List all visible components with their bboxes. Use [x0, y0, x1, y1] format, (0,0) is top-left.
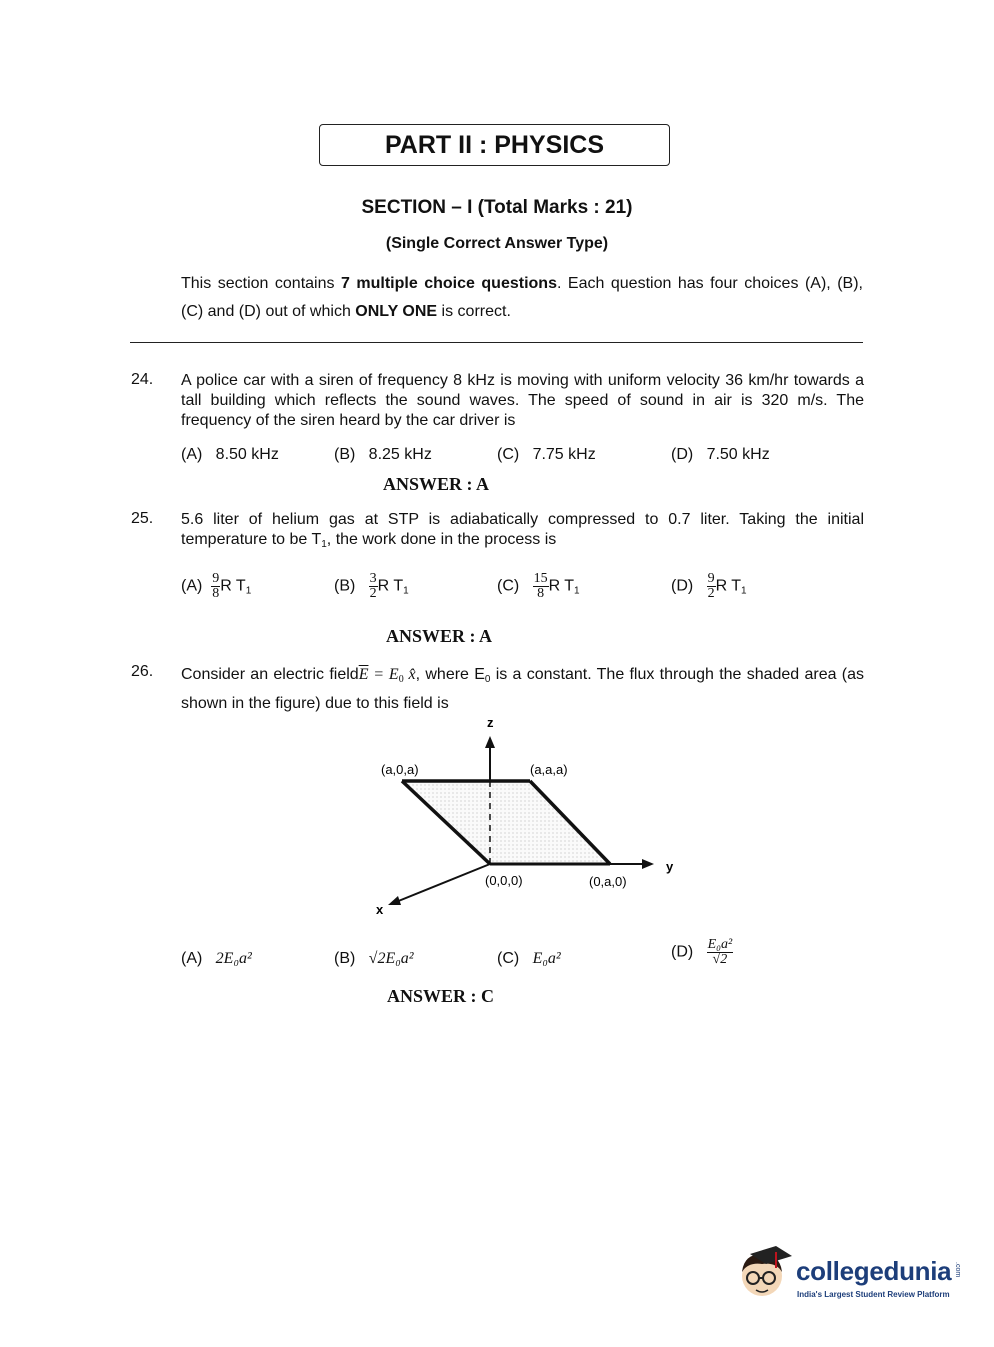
question-text-part: is a constant. The flux through the shaded area (as shown in the figure) due to this field is [181, 666, 864, 712]
option-d [671, 938, 733, 967]
option-a [181, 572, 251, 601]
point-0a0: (0,a,0) [589, 874, 627, 889]
answer: ANSWER : A [386, 626, 493, 646]
intro-bold: 7 multiple choice questions [341, 275, 557, 292]
option-value: R T [220, 577, 246, 595]
option-label: (A) [181, 446, 203, 463]
answer: ANSWER : A [383, 474, 490, 494]
divider [130, 342, 863, 343]
option-value: R T [715, 577, 742, 595]
option-label: (A) [181, 950, 203, 967]
subscript: 1 [574, 585, 580, 597]
point-000: (0,0,0) [485, 873, 523, 888]
question-text: A police car with a siren of frequency 8 kHz is moving with uniform velocity 36 km/hr towards a tall building which reflects the sound waves. The speed of sound in air is 320 m/s. The frequency of the siren heard by the car driver is [181, 372, 864, 429]
logo-suffix: .com [954, 1262, 961, 1278]
intro-text: . Each question has four choices (A), (B), (C) and (D) out of which [181, 275, 863, 320]
fraction [211, 572, 220, 601]
question-number: 24. [131, 371, 154, 388]
option-a [181, 446, 279, 464]
section-type: (Single Correct Answer Type) [385, 235, 609, 252]
option-b [334, 572, 409, 601]
question-number: 25. [131, 510, 154, 527]
option-value: R T [548, 577, 575, 595]
x-arrow-icon [388, 896, 401, 905]
logo-tagline: India's Largest Student Review Platform [797, 1290, 950, 1299]
part-title: PART II : PHYSICS [319, 124, 670, 166]
subscript: 1 [321, 539, 327, 550]
option-d [671, 572, 747, 601]
x-axis [396, 864, 490, 902]
option-label: (D) [671, 446, 694, 463]
y-arrow-icon [642, 859, 654, 869]
numerator: 9 [212, 571, 220, 586]
option-label: (D) [671, 577, 694, 595]
question-text [181, 510, 864, 555]
subscript: 1 [403, 585, 409, 597]
option-label: (D) [671, 943, 694, 961]
question-text-part: 5.6 liter of helium gas at STP is adiabatically compressed to 0.7 liter. Taking the initial temperature to be T [181, 511, 864, 548]
logo-wordmark: collegedunia [796, 1256, 952, 1286]
question-text-part: Consider an electric field [181, 666, 359, 683]
denominator: 8 [212, 586, 220, 601]
option-label: (B) [334, 577, 356, 595]
option-label: (C) [497, 446, 520, 463]
numerator: E₀a² [707, 937, 733, 952]
flux-diagram [360, 712, 690, 922]
option-value: R T [377, 577, 404, 595]
option-value: 7.75 kHz [532, 446, 596, 463]
denominator: 8 [537, 586, 545, 601]
subscript: 1 [741, 585, 747, 597]
option-label: (A) [181, 577, 203, 595]
question-number: 26. [131, 663, 154, 680]
subscript: 0 [398, 674, 404, 685]
question-text-part: , where E [415, 666, 485, 683]
option-value: 7.50 kHz [706, 446, 770, 463]
z-arrow-icon [485, 736, 495, 748]
option-label: (B) [334, 446, 356, 463]
intro-text: This section contains [181, 275, 341, 292]
fraction [707, 572, 716, 601]
section-intro [181, 270, 863, 326]
field-vector: $\overline{E}$ [358, 666, 369, 683]
option-b [334, 950, 414, 968]
option-value: √2E₀a² [368, 950, 414, 967]
subscript: 1 [245, 585, 252, 597]
fraction [707, 938, 734, 967]
subscript: 0 [484, 674, 491, 685]
axis-x-label: x [376, 902, 384, 917]
intro-bold: ONLY ONE [355, 303, 438, 320]
axis-z-label: z [487, 715, 494, 730]
axis-y-label: y [666, 859, 674, 874]
numerator: 3 [369, 571, 377, 586]
option-a [181, 950, 252, 968]
option-c [497, 446, 596, 464]
fraction [533, 572, 549, 601]
denominator: √2 [712, 952, 728, 967]
point-aaa: (a,a,a) [530, 762, 568, 777]
option-d [671, 446, 770, 464]
option-c [497, 950, 561, 968]
mascot-icon [736, 1242, 794, 1304]
denominator: 2 [369, 586, 377, 601]
option-c [497, 572, 580, 601]
option-value: E₀a² [532, 950, 561, 967]
option-value: 2E₀a² [215, 950, 252, 967]
option-value: 8.50 kHz [215, 446, 279, 463]
option-b [334, 446, 432, 464]
shaded-area [402, 781, 610, 864]
option-label: (C) [497, 950, 520, 967]
fraction [369, 572, 378, 601]
denominator: 2 [707, 586, 715, 601]
answer: ANSWER : C [387, 986, 495, 1006]
question-text [181, 663, 864, 716]
field-expression: x̂ [403, 666, 416, 683]
field-expression: = E [368, 666, 399, 683]
option-label: (B) [334, 950, 356, 967]
option-value: 8.25 kHz [368, 446, 432, 463]
question-text-part: , the work done in the process is [326, 531, 557, 548]
point-a0a: (a,0,a) [381, 762, 419, 777]
numerator: 9 [707, 571, 715, 586]
section-title: SECTION – I (Total Marks : 21) [361, 197, 633, 218]
numerator: 15 [533, 571, 548, 586]
intro-text: is correct. [437, 303, 511, 320]
option-label: (C) [497, 577, 520, 595]
